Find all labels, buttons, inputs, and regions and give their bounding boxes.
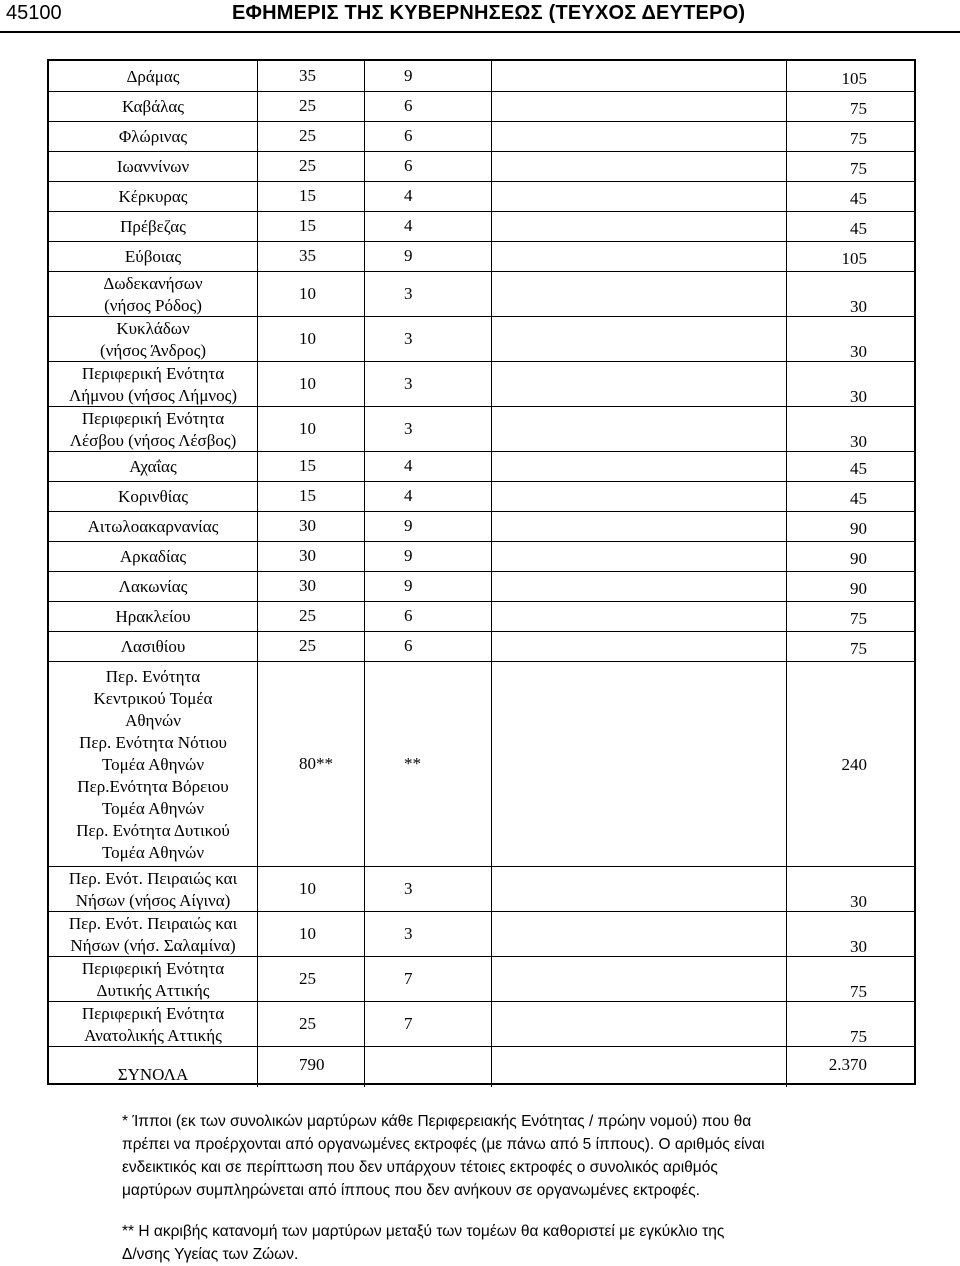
cell-total: 105 bbox=[841, 69, 867, 88]
cell-value-b: 3 bbox=[404, 329, 413, 348]
cell-total: 30 bbox=[850, 342, 867, 361]
cell-value-b: 4 bbox=[404, 216, 413, 235]
cell-total: 105 bbox=[841, 249, 867, 268]
cell-value-a: 25 bbox=[299, 606, 316, 625]
cell-value-a: 25 bbox=[299, 156, 316, 175]
cell-total: 240 bbox=[841, 754, 867, 774]
cell-total: 75 bbox=[850, 982, 867, 1001]
footnote-line: ** Η ακριβής κατανομή των μαρτύρων μεταξύ των τομέων θα καθοριστεί με εγκύκλιο της bbox=[122, 1223, 725, 1240]
region-name bbox=[49, 96, 257, 118]
region-name bbox=[49, 606, 257, 628]
totals-label: ΣΥΝΟΛΑ bbox=[117, 1065, 189, 1084]
cell-value-b: 3 bbox=[404, 419, 413, 438]
region-name bbox=[49, 66, 257, 88]
cell-total: 30 bbox=[850, 432, 867, 451]
cell-value-a: 10 bbox=[299, 879, 316, 898]
cell-total: 30 bbox=[850, 937, 867, 956]
cell-value-a: 30 bbox=[299, 516, 316, 535]
totals-grand-total: 2.370 bbox=[828, 1055, 867, 1074]
footnote-line: Δ/νσης Υγείας των Ζώων. bbox=[122, 1246, 299, 1263]
cell-value-a: 80** bbox=[299, 753, 333, 773]
row-divider bbox=[49, 601, 914, 602]
cell-value-a: 15 bbox=[299, 216, 316, 235]
cell-value-a: 10 bbox=[299, 374, 316, 393]
cell-value-a: 25 bbox=[299, 1014, 316, 1033]
region-name-line: Ηρακλείου bbox=[115, 607, 191, 626]
cell-value-b: 6 bbox=[404, 156, 413, 175]
region-name-line: Λασιθίου bbox=[120, 637, 186, 656]
cell-total: 75 bbox=[850, 1027, 867, 1046]
region-name bbox=[49, 958, 257, 1002]
cell-value-b: 4 bbox=[404, 186, 413, 205]
region-name-line: Αχαΐας bbox=[129, 457, 177, 476]
region-name-line: Λέσβου (νήσος Λέσβος) bbox=[69, 430, 237, 450]
cell-value-a: 25 bbox=[299, 969, 316, 988]
region-name bbox=[49, 273, 257, 317]
cell-total: 75 bbox=[850, 159, 867, 178]
footnote-distribution bbox=[122, 1220, 724, 1266]
region-name-line: Τομέα Αθηνών bbox=[101, 754, 205, 774]
cell-total: 75 bbox=[850, 609, 867, 628]
cell-value-a: 10 bbox=[299, 329, 316, 348]
cell-total: 45 bbox=[850, 489, 867, 508]
row-divider bbox=[49, 181, 914, 182]
region-name-line: Περ. Ενότ. Πειραιώς και bbox=[68, 913, 238, 933]
region-name bbox=[49, 246, 257, 268]
cell-value-b: 9 bbox=[404, 576, 413, 595]
cell-total: 90 bbox=[850, 549, 867, 568]
cell-value-a: 10 bbox=[299, 284, 316, 303]
cell-value-a: 25 bbox=[299, 96, 316, 115]
cell-total: 45 bbox=[850, 459, 867, 478]
cell-value-b: 3 bbox=[404, 924, 413, 943]
cell-value-b: 9 bbox=[404, 66, 413, 85]
row-divider bbox=[49, 511, 914, 512]
cell-total: 30 bbox=[850, 297, 867, 316]
column-divider bbox=[786, 61, 787, 1087]
footnote-horses bbox=[122, 1110, 765, 1202]
region-name-line: Αρκαδίας bbox=[119, 547, 187, 566]
cell-total: 30 bbox=[850, 892, 867, 911]
cell-total: 75 bbox=[850, 129, 867, 148]
cell-value-b: 6 bbox=[404, 126, 413, 145]
region-name-line: Περ. Ενότ. Πειραιώς και bbox=[68, 868, 238, 888]
region-name-line: Κυκλάδων bbox=[116, 318, 190, 338]
row-divider bbox=[49, 211, 914, 212]
cell-value-a: 25 bbox=[299, 636, 316, 655]
cell-value-b: 6 bbox=[404, 636, 413, 655]
region-name-line: Πρέβεζας bbox=[120, 217, 186, 236]
region-name-line: Κέρκυρας bbox=[118, 187, 188, 206]
cell-value-b: 3 bbox=[404, 374, 413, 393]
region-name-line: Περιφερική Ενότητα bbox=[81, 408, 225, 428]
header bbox=[0, 0, 960, 33]
footnote-line: ενδεικτικός και σε περίπτωση που δεν υπάρχουν τέτοιες εκτροφές ο συνολικός αριθμός bbox=[122, 1159, 718, 1176]
row-divider bbox=[49, 241, 914, 242]
region-name-line: Περιφερική Ενότητα bbox=[81, 1003, 225, 1023]
cell-value-a: 35 bbox=[299, 246, 316, 265]
row-divider bbox=[49, 541, 914, 542]
region-name-line: Δυτικής Αττικής bbox=[96, 980, 210, 1000]
region-name-line: (νήσος Ρόδος) bbox=[104, 295, 202, 315]
gazette-title: ΕΦΗΜΕΡΙΣ ΤΗΣ ΚΥΒΕΡΝΗΣΕΩΣ (ΤΕΥΧΟΣ ΔΕΥΤΕΡΟ) bbox=[232, 2, 746, 24]
cell-value-a: 25 bbox=[299, 126, 316, 145]
horse-census-table bbox=[47, 59, 916, 1085]
region-name bbox=[49, 913, 257, 957]
region-name-line: Δράμας bbox=[126, 67, 180, 86]
region-name-line: Περ.Ενότητα Βόρειου bbox=[77, 776, 229, 796]
region-name-line: Περιφερική Ενότητα bbox=[81, 363, 225, 383]
region-name-line: Περ. Ενότητα Νότιου bbox=[79, 732, 227, 752]
cell-value-b: 9 bbox=[404, 516, 413, 535]
region-name-line: Λακωνίας bbox=[118, 577, 188, 596]
cell-value-b: 3 bbox=[404, 284, 413, 303]
cell-value-b: 9 bbox=[404, 246, 413, 265]
region-name bbox=[49, 216, 257, 238]
cell-value-b: 9 bbox=[404, 546, 413, 565]
cell-value-b: 7 bbox=[404, 1014, 413, 1033]
region-name-line: Περ. Ενότητα bbox=[105, 666, 201, 686]
cell-value-b: 4 bbox=[404, 456, 413, 475]
region-name-line: Καβάλας bbox=[122, 97, 184, 116]
footnote-line: * Ίπποι (εκ των συνολικών μαρτύρων κάθε Περιφερειακής Ενότητας / πρώην νομού) που θα bbox=[122, 1113, 752, 1130]
region-name-line: Τομέα Αθηνών bbox=[101, 798, 205, 818]
region-name-line: Νήσων (νήσος Αίγινα) bbox=[75, 890, 231, 910]
cell-total: 30 bbox=[850, 387, 867, 406]
cell-value-a: 30 bbox=[299, 546, 316, 565]
row-divider bbox=[49, 481, 914, 482]
cell-value-b: ** bbox=[404, 753, 421, 773]
region-name-line: Περιφερική Ενότητα bbox=[81, 958, 225, 978]
cell-value-a: 10 bbox=[299, 419, 316, 438]
region-name bbox=[49, 636, 257, 658]
region-name bbox=[49, 363, 257, 407]
page-number: 45100 bbox=[6, 2, 62, 24]
region-name-line: Αιτωλοακαρνανίας bbox=[87, 517, 219, 536]
region-name bbox=[49, 486, 257, 508]
region-name-line: Λήμνου (νήσος Λήμνος) bbox=[68, 385, 238, 405]
region-name bbox=[49, 546, 257, 568]
column-divider bbox=[491, 61, 492, 1087]
cell-total: 90 bbox=[850, 579, 867, 598]
column-divider bbox=[257, 61, 258, 1087]
region-name bbox=[49, 408, 257, 452]
cell-total: 90 bbox=[850, 519, 867, 538]
row-divider bbox=[49, 91, 914, 92]
cell-value-a: 35 bbox=[299, 66, 316, 85]
cell-total: 45 bbox=[850, 189, 867, 208]
cell-value-b: 7 bbox=[404, 969, 413, 988]
row-divider bbox=[49, 571, 914, 572]
region-name-line: Ιωαννίνων bbox=[116, 157, 190, 176]
region-name-line: Νήσων (νήσ. Σαλαμίνα) bbox=[70, 935, 236, 955]
row-divider bbox=[49, 661, 914, 662]
region-name-line: (νήσος Άνδρος) bbox=[99, 340, 207, 360]
region-name-line: Τομέα Αθηνών bbox=[101, 842, 205, 862]
row-divider bbox=[49, 151, 914, 152]
row-divider bbox=[49, 121, 914, 122]
region-name bbox=[49, 318, 257, 362]
footnote-line: μαρτύρων συμπληρώνεται από ίππους που δεν ανήκουν σε οργανωμένες εκτροφές. bbox=[122, 1182, 700, 1199]
region-name bbox=[49, 186, 257, 208]
region-name bbox=[49, 1003, 257, 1047]
region-name bbox=[49, 516, 257, 538]
cell-value-b: 4 bbox=[404, 486, 413, 505]
cell-value-a: 15 bbox=[299, 456, 316, 475]
cell-total: 75 bbox=[850, 639, 867, 658]
region-name bbox=[49, 666, 257, 864]
region-name-line: Εύβοιας bbox=[124, 247, 182, 266]
column-divider bbox=[364, 61, 365, 1087]
region-name bbox=[49, 456, 257, 478]
footnote-line: πρέπει να προέρχονται από οργανωμένες εκτροφές (με πάνω από 5 ίππους). Ο αριθμός είναι bbox=[122, 1136, 765, 1153]
region-name-line: Ανατολικής Αττικής bbox=[84, 1025, 222, 1045]
cell-value-a: 15 bbox=[299, 486, 316, 505]
region-name bbox=[49, 868, 257, 912]
region-name-line: Κεντρικού Τομέα bbox=[93, 688, 213, 708]
region-name-line: Δωδεκανήσων bbox=[103, 273, 203, 293]
cell-value-a: 15 bbox=[299, 186, 316, 205]
cell-total: 75 bbox=[850, 99, 867, 118]
cell-value-b: 6 bbox=[404, 96, 413, 115]
region-name bbox=[49, 576, 257, 598]
region-name bbox=[49, 126, 257, 148]
cell-value-b: 3 bbox=[404, 879, 413, 898]
region-name bbox=[49, 156, 257, 178]
cell-total: 45 bbox=[850, 219, 867, 238]
region-name-line: Περ. Ενότητα Δυτικού bbox=[76, 820, 230, 840]
cell-value-a: 10 bbox=[299, 924, 316, 943]
region-name-line: Φλώρινας bbox=[118, 127, 188, 146]
totals-value-a: 790 bbox=[299, 1055, 325, 1074]
region-name-line: Κορινθίας bbox=[118, 487, 188, 506]
region-name-line: Αθηνών bbox=[125, 710, 181, 730]
cell-value-a: 30 bbox=[299, 576, 316, 595]
row-divider bbox=[49, 631, 914, 632]
cell-value-b: 6 bbox=[404, 606, 413, 625]
